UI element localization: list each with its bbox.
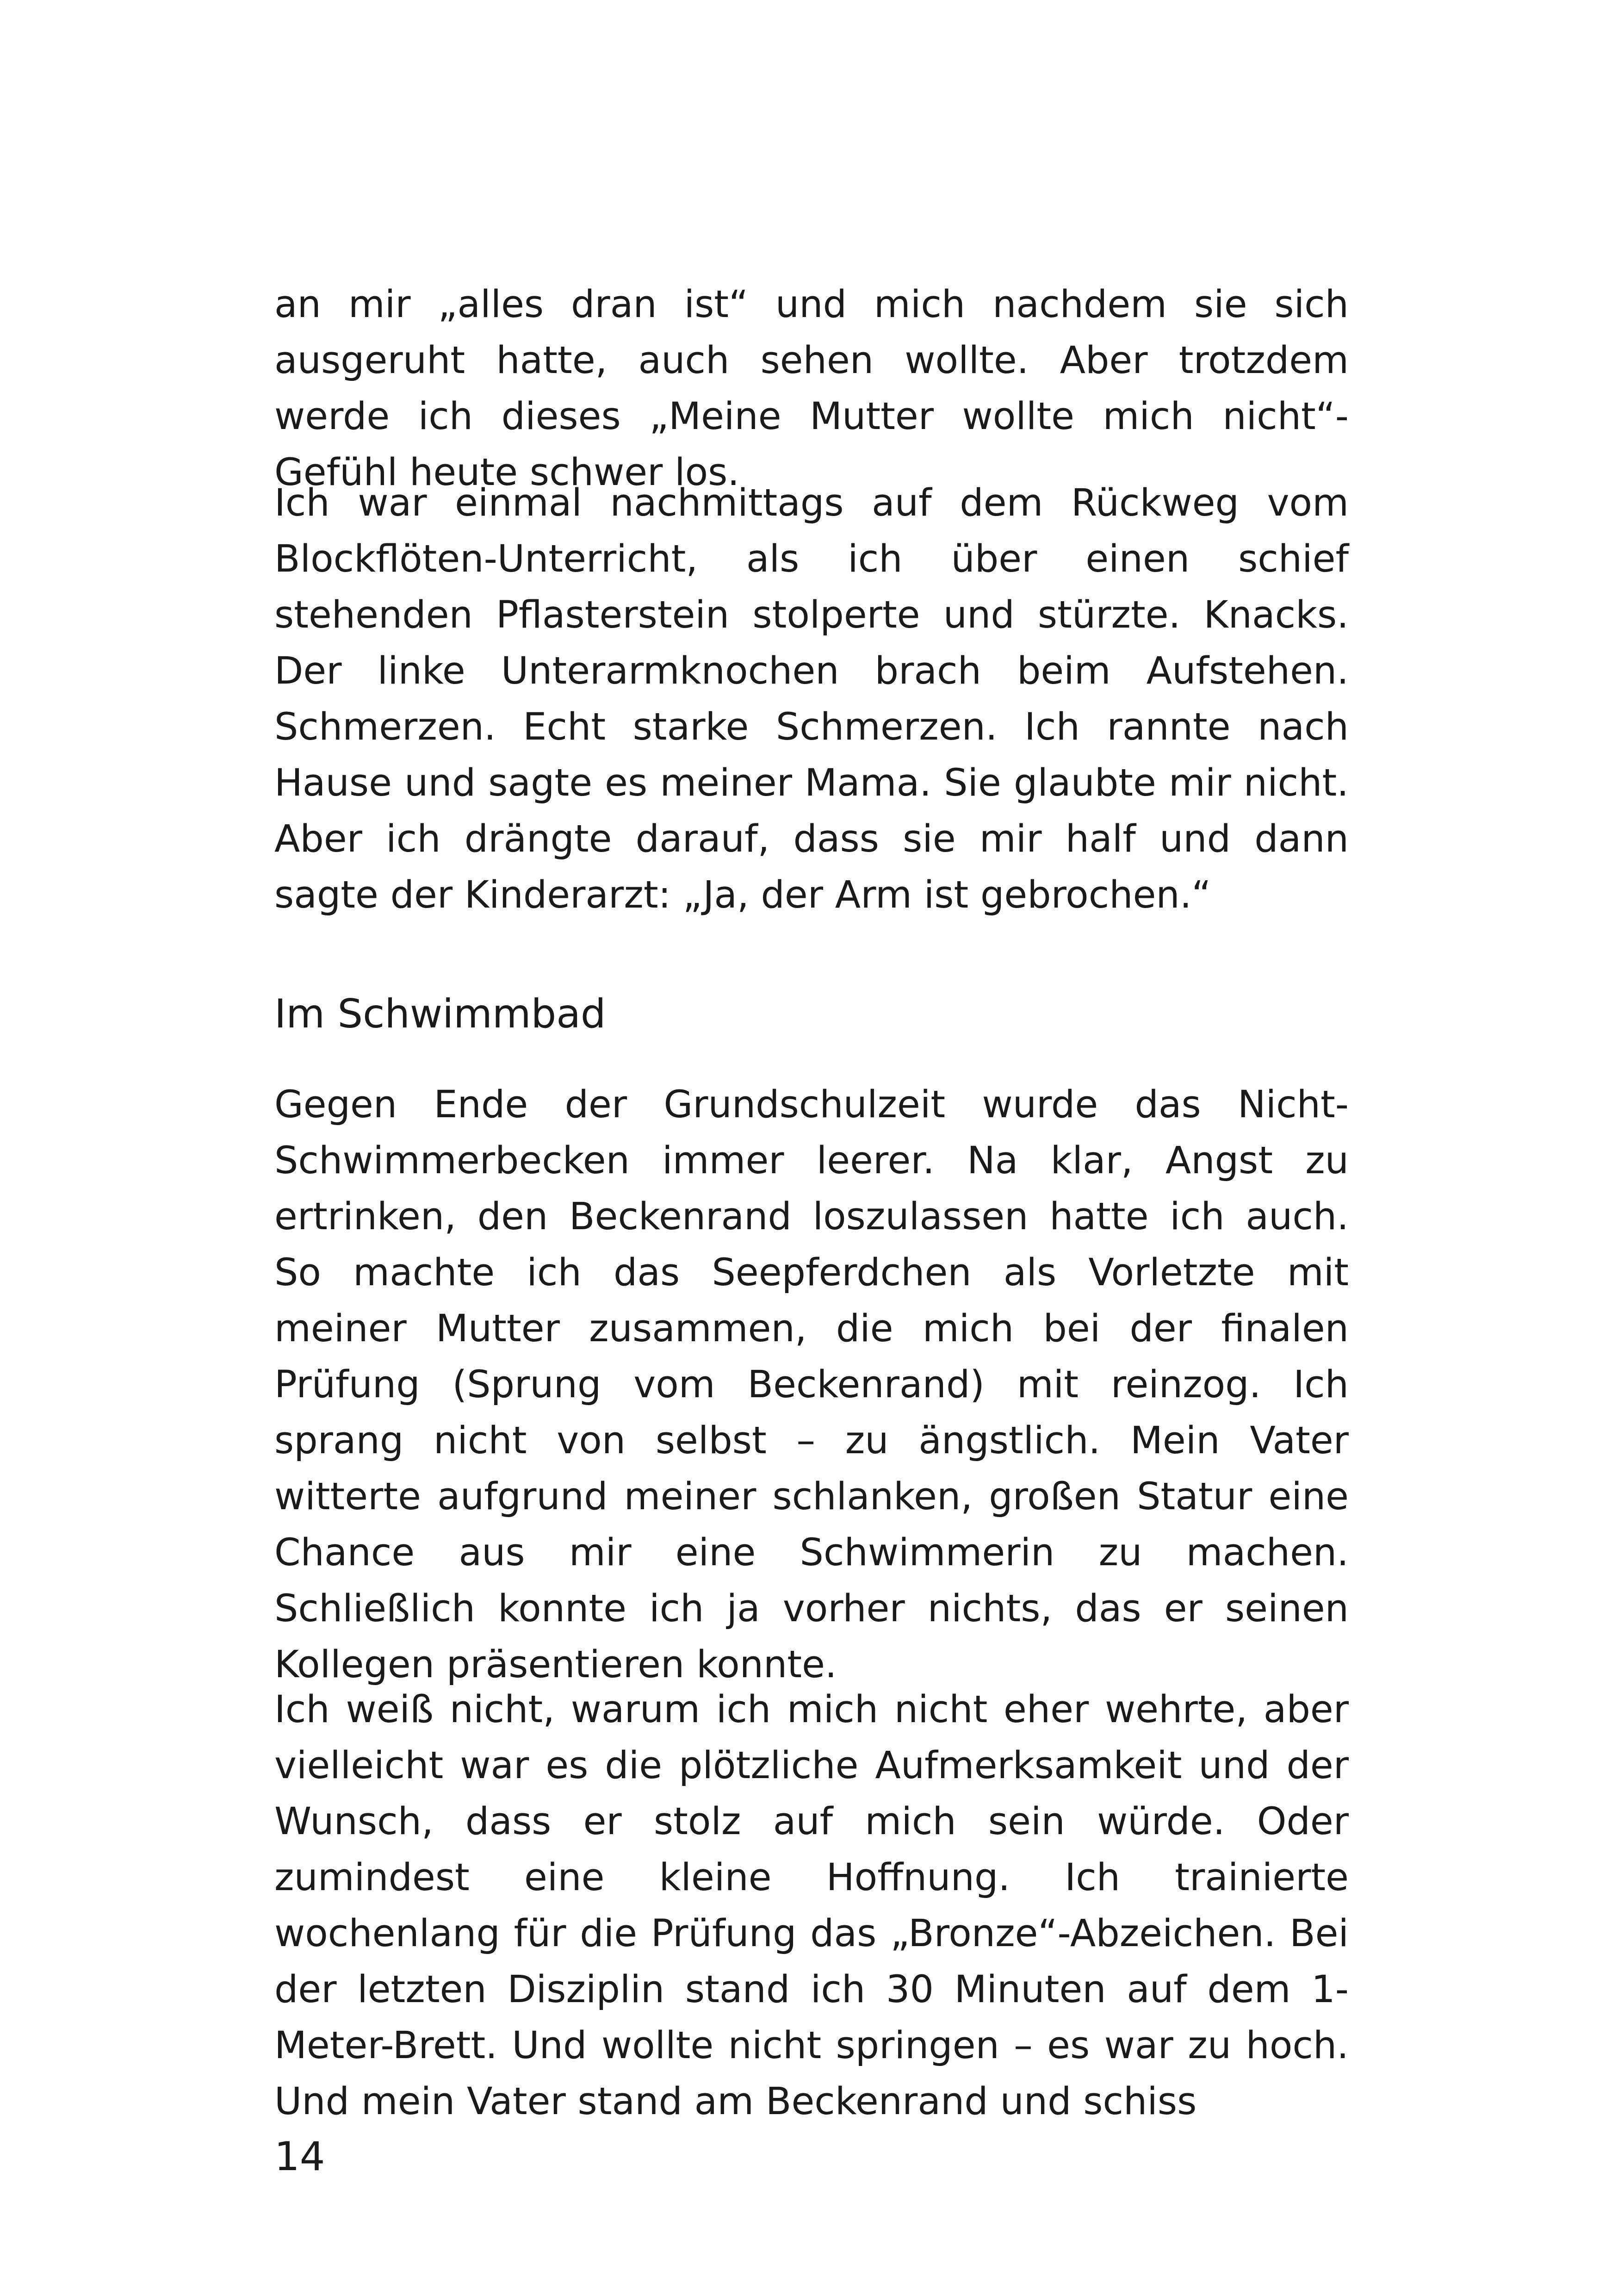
paragraph-broken-arm: Ich war einmal nachmittags auf dem Rückweg vom Blockflöten-Unterricht, als ich über einen schief stehenden Pflasterstein stolperte und stürzte. Knacks. Der linke Unterarmknochen brach beim Aufstehen. Schmerzen. Echt starke Schmerzen. Ich rannte nach Hause und sagte es meiner Mama. Sie glaubte mir nicht. Aber ich drängte darauf, dass sie mir half und dann sagte der Kinderarzt: „Ja, der Arm ist gebrochen.“ bbox=[274, 481, 1349, 917]
section-heading: Im Schwimmbad bbox=[274, 991, 606, 1037]
paragraph-bronze-badge: Ich weiß nicht, warum ich mich nicht eher wehrte, aber vielleicht war es die plötzliche Aufmerksamkeit und der Wunsch, dass er stolz auf mich sein würde. Oder zumindest eine kleine Hoffnung. Ich trainierte wochenlang für die Prüfung das „Bronze“-Abzeichen. Bei der letzten Disziplin stand ich 30 Minuten auf dem 1-Meter-Brett. Und wollte nicht springen – es war zu hoch. Und mein Vater stand am Beckenrand und schiss bbox=[274, 1688, 1349, 2123]
paragraph-continuation: an mir „alles dran ist“ und mich nachdem sie sich ausgeruht hatte, auch sehen wollte. Aber trotzdem werde ich dieses „Meine Mutter wollte mich nicht“-Gefühl heute schwer los. bbox=[274, 283, 1349, 494]
paragraph-swimming-intro: Gegen Ende der Grundschulzeit wurde das Nicht-Schwimmerbecken immer leerer. Na klar, Angst zu ertrinken, den Beckenrand loszulassen hatte ich auch. So machte ich das Seepferdchen als Vorletzte mit meiner Mutter zusammen, die mich bei der finalen Prüfung (Sprung vom Beckenrand) mit reinzog. Ich sprang nicht von selbst – zu ängstlich. Mein Vater witterte aufgrund meiner schlanken, großen Statur eine Chance aus mir eine Schwimmerin zu machen. Schließlich konnte ich ja vorher nichts, das er seinen Kollegen präsentieren konnte. bbox=[274, 1083, 1349, 1686]
page-number: 14 bbox=[274, 2134, 325, 2180]
